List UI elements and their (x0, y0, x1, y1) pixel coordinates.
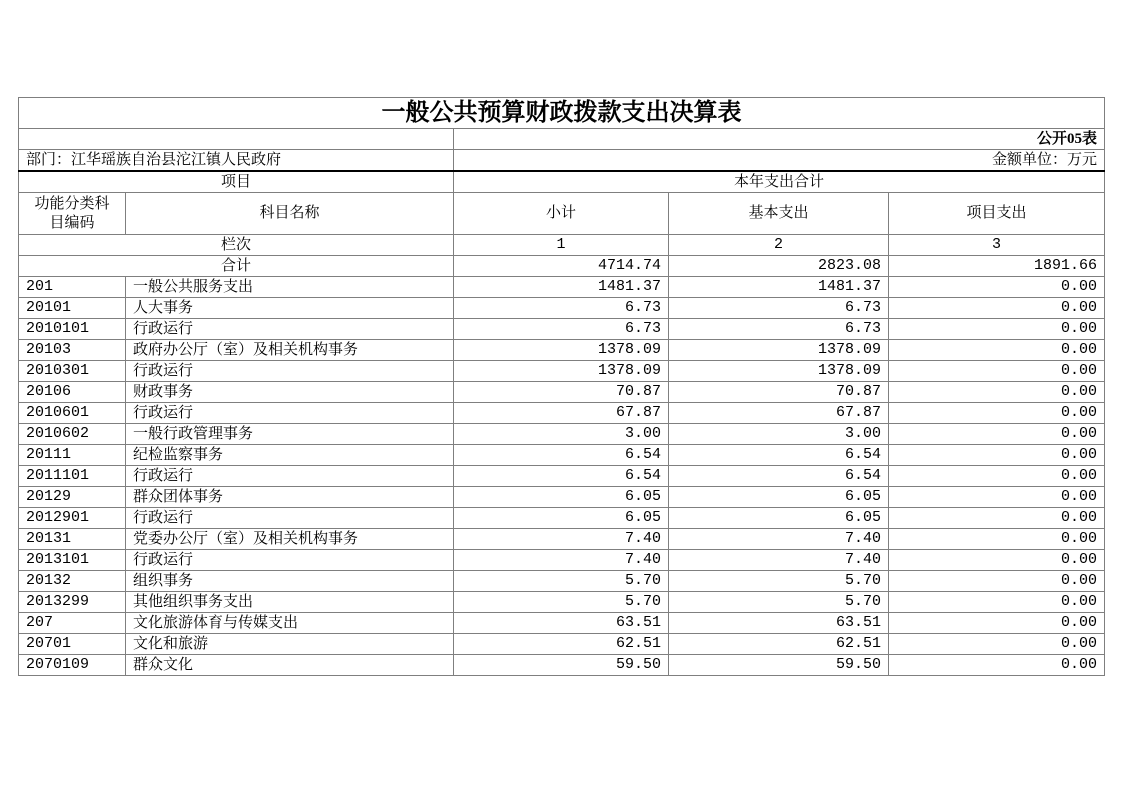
row-project-expense: 0.00 (889, 277, 1105, 298)
row-project-expense: 0.00 (889, 319, 1105, 340)
row-subject-name: 纪检监察事务 (126, 445, 454, 466)
row-basic-expense: 63.51 (669, 613, 889, 634)
table-row (19, 403, 1105, 424)
table-row (19, 655, 1105, 676)
row-project-expense: 0.00 (889, 403, 1105, 424)
row-subject-name: 政府办公厅（室）及相关机构事务 (126, 340, 454, 361)
lanci-label: 栏次 (19, 235, 454, 256)
subtotal-column-header: 小计 (454, 193, 669, 235)
row-code: 20106 (19, 382, 126, 403)
budget-table (18, 97, 1105, 676)
table-row (19, 508, 1105, 529)
row-project-expense: 0.00 (889, 634, 1105, 655)
row-subject-name: 文化旅游体育与传媒支出 (126, 613, 454, 634)
row-code: 20131 (19, 529, 126, 550)
table-row (19, 340, 1105, 361)
row-subject-name: 行政运行 (126, 361, 454, 382)
total-project: 1891.66 (889, 256, 1105, 277)
row-project-expense: 0.00 (889, 424, 1105, 445)
row-subtotal: 62.51 (454, 634, 669, 655)
year-total-header: 本年支出合计 (454, 171, 1105, 193)
table-row (19, 424, 1105, 445)
row-subtotal: 63.51 (454, 613, 669, 634)
row-basic-expense: 1378.09 (669, 361, 889, 382)
row-project-expense: 0.00 (889, 592, 1105, 613)
row-basic-expense: 6.54 (669, 445, 889, 466)
row-subject-name: 人大事务 (126, 298, 454, 319)
row-subtotal: 6.73 (454, 319, 669, 340)
row-basic-expense: 67.87 (669, 403, 889, 424)
row-code: 2012901 (19, 508, 126, 529)
table-row (19, 361, 1105, 382)
row-code: 207 (19, 613, 126, 634)
row-subject-name: 文化和旅游 (126, 634, 454, 655)
row-basic-expense: 5.70 (669, 592, 889, 613)
table-row (19, 319, 1105, 340)
sheet-label-row (19, 129, 1105, 150)
row-subject-name: 群众文化 (126, 655, 454, 676)
row-subject-name: 财政事务 (126, 382, 454, 403)
table-row (19, 466, 1105, 487)
row-basic-expense: 3.00 (669, 424, 889, 445)
row-code: 2013299 (19, 592, 126, 613)
table-row (19, 613, 1105, 634)
project-header: 项目 (19, 171, 454, 193)
row-subtotal: 1378.09 (454, 361, 669, 382)
row-subtotal: 6.54 (454, 445, 669, 466)
row-code: 2010101 (19, 319, 126, 340)
row-subtotal: 59.50 (454, 655, 669, 676)
name-column-header: 科目名称 (126, 193, 454, 235)
total-row (19, 256, 1105, 277)
row-code: 2013101 (19, 550, 126, 571)
row-project-expense: 0.00 (889, 487, 1105, 508)
row-code: 2010602 (19, 424, 126, 445)
row-project-expense: 0.00 (889, 382, 1105, 403)
table-row (19, 298, 1105, 319)
row-subject-name: 行政运行 (126, 550, 454, 571)
row-basic-expense: 6.05 (669, 508, 889, 529)
row-subject-name: 行政运行 (126, 319, 454, 340)
row-subject-name: 组织事务 (126, 571, 454, 592)
row-subtotal: 7.40 (454, 529, 669, 550)
row-project-expense: 0.00 (889, 655, 1105, 676)
row-subtotal: 6.73 (454, 298, 669, 319)
table-row (19, 445, 1105, 466)
row-subject-name: 其他组织事务支出 (126, 592, 454, 613)
table-row (19, 634, 1105, 655)
table-row (19, 571, 1105, 592)
row-subject-name: 群众团体事务 (126, 487, 454, 508)
row-subtotal: 3.00 (454, 424, 669, 445)
row-basic-expense: 59.50 (669, 655, 889, 676)
row-code: 20103 (19, 340, 126, 361)
col-number-2: 2 (669, 235, 889, 256)
row-code: 20129 (19, 487, 126, 508)
row-project-expense: 0.00 (889, 466, 1105, 487)
row-code: 20101 (19, 298, 126, 319)
row-basic-expense: 70.87 (669, 382, 889, 403)
code-header-line2: 目编码 (49, 214, 95, 231)
department-row (19, 150, 1105, 172)
row-code: 2010301 (19, 361, 126, 382)
table-row (19, 550, 1105, 571)
column-number-row (19, 235, 1105, 256)
row-project-expense: 0.00 (889, 571, 1105, 592)
table-row (19, 529, 1105, 550)
total-subtotal: 4714.74 (454, 256, 669, 277)
table-row (19, 592, 1105, 613)
table-row (19, 487, 1105, 508)
row-code: 20701 (19, 634, 126, 655)
row-code: 201 (19, 277, 126, 298)
row-basic-expense: 1378.09 (669, 340, 889, 361)
page-title: 一般公共预算财政拨款支出决算表 (19, 98, 1105, 129)
row-code: 20132 (19, 571, 126, 592)
row-subtotal: 1481.37 (454, 277, 669, 298)
table-header (19, 98, 1105, 277)
row-subtotal: 5.70 (454, 571, 669, 592)
row-project-expense: 0.00 (889, 550, 1105, 571)
row-code: 2010601 (19, 403, 126, 424)
row-subtotal: 5.70 (454, 592, 669, 613)
row-basic-expense: 6.05 (669, 487, 889, 508)
row-basic-expense: 62.51 (669, 634, 889, 655)
row-subtotal: 67.87 (454, 403, 669, 424)
row-basic-expense: 5.70 (669, 571, 889, 592)
table-body (19, 277, 1105, 676)
row-code: 20111 (19, 445, 126, 466)
empty-cell (19, 129, 454, 150)
row-project-expense: 0.00 (889, 445, 1105, 466)
row-project-expense: 0.00 (889, 340, 1105, 361)
row-basic-expense: 7.40 (669, 529, 889, 550)
row-code: 2070109 (19, 655, 126, 676)
column-header-row (19, 193, 1105, 235)
row-project-expense: 0.00 (889, 613, 1105, 634)
group-header-row (19, 171, 1105, 193)
row-basic-expense: 6.54 (669, 466, 889, 487)
col-number-1: 1 (454, 235, 669, 256)
row-subtotal: 6.05 (454, 487, 669, 508)
row-basic-expense: 7.40 (669, 550, 889, 571)
row-subtotal: 6.05 (454, 508, 669, 529)
sheet-label: 公开05表 (454, 129, 1105, 150)
row-subject-name: 一般公共服务支出 (126, 277, 454, 298)
row-project-expense: 0.00 (889, 298, 1105, 319)
row-project-expense: 0.00 (889, 508, 1105, 529)
title-row (19, 98, 1105, 129)
unit-label: 金额单位：万元 (454, 150, 1105, 172)
row-subject-name: 行政运行 (126, 466, 454, 487)
total-label: 合计 (19, 256, 454, 277)
row-project-expense: 0.00 (889, 529, 1105, 550)
code-header-line1: 功能分类科 (34, 195, 110, 212)
department-label: 部门：江华瑶族自治县沱江镇人民政府 (19, 150, 454, 172)
total-basic: 2823.08 (669, 256, 889, 277)
row-subject-name: 行政运行 (126, 403, 454, 424)
row-basic-expense: 6.73 (669, 298, 889, 319)
code-column-header (19, 193, 126, 235)
table-row (19, 277, 1105, 298)
table-row (19, 382, 1105, 403)
row-project-expense: 0.00 (889, 361, 1105, 382)
row-subject-name: 一般行政管理事务 (126, 424, 454, 445)
row-subtotal: 6.54 (454, 466, 669, 487)
row-code: 2011101 (19, 466, 126, 487)
row-subtotal: 7.40 (454, 550, 669, 571)
row-subtotal: 70.87 (454, 382, 669, 403)
project-column-header: 项目支出 (889, 193, 1105, 235)
row-subtotal: 1378.09 (454, 340, 669, 361)
row-subject-name: 党委办公厅（室）及相关机构事务 (126, 529, 454, 550)
row-basic-expense: 6.73 (669, 319, 889, 340)
basic-column-header: 基本支出 (669, 193, 889, 235)
row-subject-name: 行政运行 (126, 508, 454, 529)
col-number-3: 3 (889, 235, 1105, 256)
row-basic-expense: 1481.37 (669, 277, 889, 298)
